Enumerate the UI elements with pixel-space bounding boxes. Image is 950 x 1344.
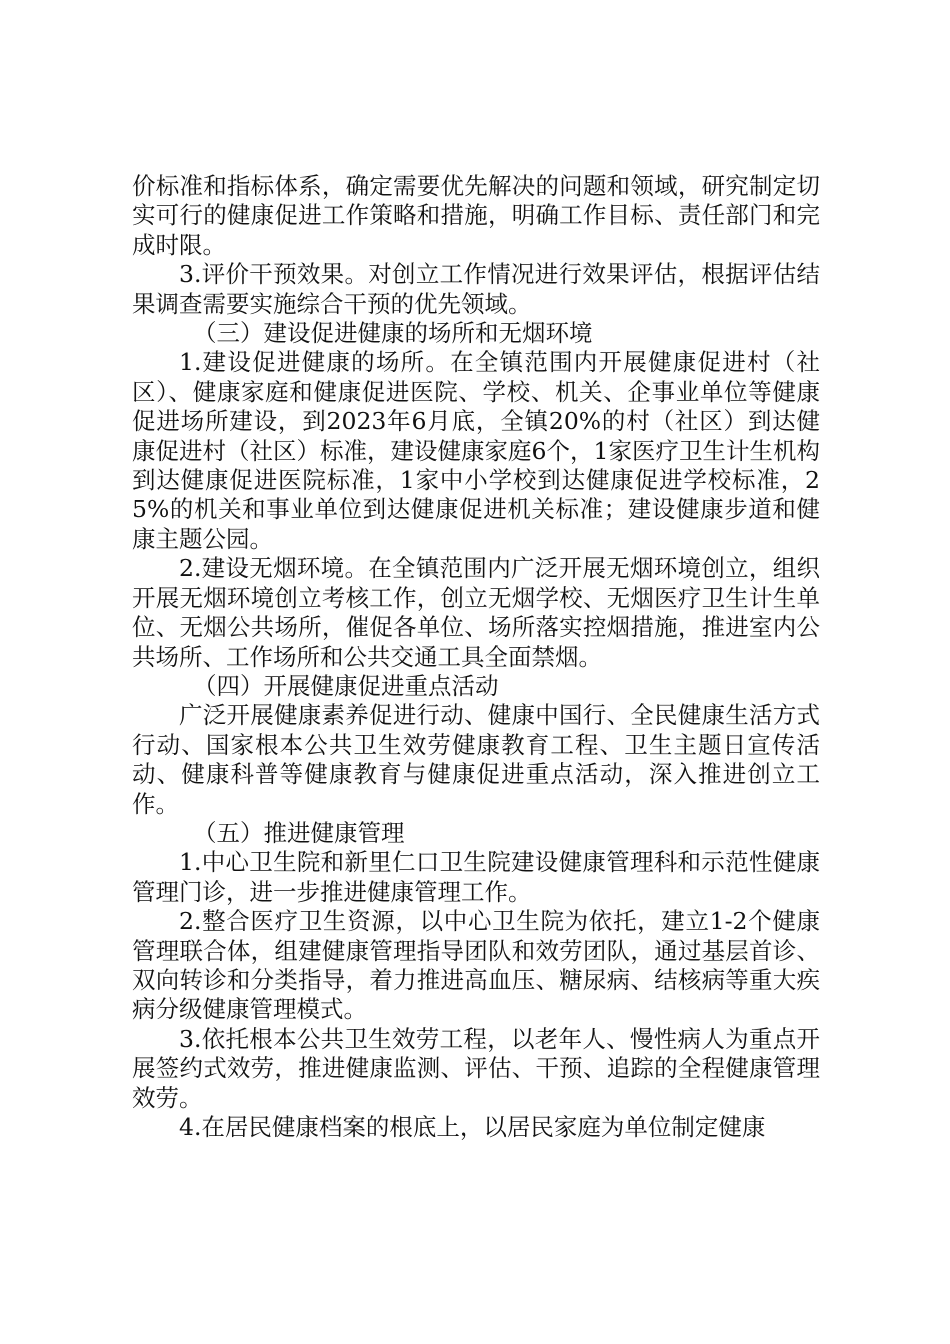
section-heading: （五）推进健康管理 <box>193 818 405 847</box>
section-heading: （四）开展健康促进重点活动 <box>193 671 499 700</box>
paragraph: 4.在居民健康档案的根底上，以居民家庭为单位制定健康 <box>179 1113 766 1141</box>
paragraph: 广泛开展健康素养促进行动、健康中国行、全民健康生活方式行动、国家根本公共卫生效劳健康教育工程、卫生主题日宣传活动、健康科普等健康教育与健康促进重点活动，深入推进创立工作。 <box>132 701 820 818</box>
document-page <box>132 172 820 1142</box>
paragraph: 1.中心卫生院和新里仁口卫生院建设健康管理科和示范性健康管理门诊，进一步推进健康管理工作。 <box>132 848 820 906</box>
paragraph: 3.评价干预效果。对创立工作情况进行效果评估，根据评估结果调查需要实施综合干预的优先领域。 <box>132 260 820 318</box>
paragraph: 2.建设无烟环境。在全镇范围内广泛开展无烟环境创立，组织开展无烟环境创立考核工作，创立无烟学校、无烟医疗卫生计生单位、无烟公共场所，催促各单位、场所落实控烟措施，推进室内公共场所、工作场所和公共交通工具全面禁烟。 <box>132 554 820 671</box>
paragraph: 2.整合医疗卫生资源，以中心卫生院为依托，建立1-2个健康管理联合体，组建健康管理指导团队和效劳团队，通过基层首诊、双向转诊和分类指导，着力推进高血压、糖尿病、结核病等重大疾病分级健康管理模式。 <box>132 907 820 1024</box>
section-heading: （三）建设促进健康的场所和无烟环境 <box>193 319 593 348</box>
paragraph: 价标准和指标体系，确定需要优先解决的问题和领域，研究制定切实可行的健康促进工作策略和措施，明确工作目标、责任部门和完成时限。 <box>132 172 820 259</box>
paragraph: 3.依托根本公共卫生效劳工程，以老年人、慢性病人为重点开展签约式效劳，推进健康监测、评估、干预、追踪的全程健康管理效劳。 <box>132 1024 820 1112</box>
paragraph: 1.建设促进健康的场所。在全镇范围内开展健康促进村（社区）、健康家庭和健康促进医院、学校、机关、企事业单位等健康促进场所建设，到2023年6月底，全镇20%的村（社区）到达健康促进村（社区）标准，建设健康家庭6个，1家医疗卫生计生机构到达健康促进医院标准，1家中小学校到达健康促进学校标准，25%的机关和事业单位到达健康促进机关标准；建设健康步道和健康主题公园。 <box>132 348 820 553</box>
